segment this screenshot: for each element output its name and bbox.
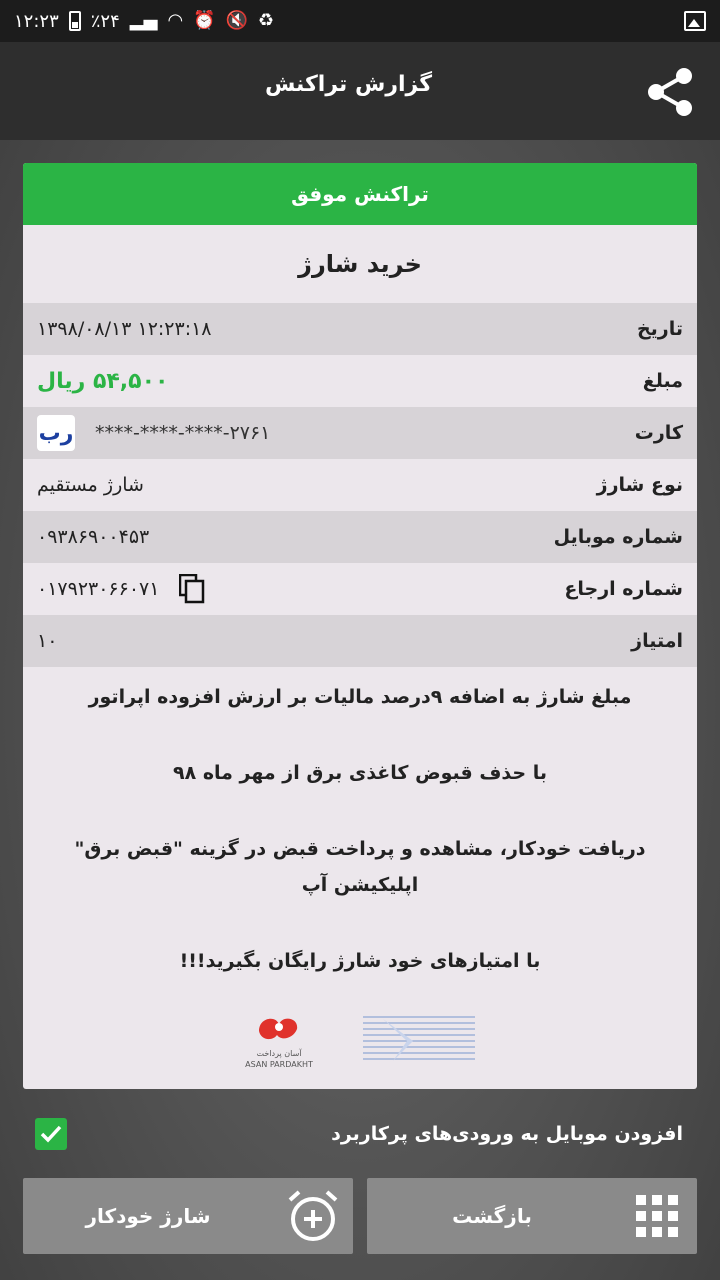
bank-logo: رب [37, 415, 75, 451]
row-card [23, 407, 697, 459]
battery-icon [69, 11, 81, 31]
amount-value: ۵۴,۵۰۰ ریال [37, 368, 169, 394]
page-title: گزارش تراکنش [264, 72, 432, 97]
logo-caption: ASAN PARDAKHT [245, 1060, 313, 1069]
status-bar [0, 0, 720, 42]
gallery-icon [684, 11, 706, 31]
asan-pardakht-icon [249, 1011, 309, 1047]
row-label: شماره ارجاع [564, 578, 683, 600]
alarm-add-icon [285, 1188, 341, 1244]
auto-charge-label: شارژ خودکار [85, 1204, 211, 1228]
transaction-title: خرید شارژ [298, 250, 422, 278]
battery-percent: ٪۲۴ [90, 10, 120, 32]
promo-notes [23, 667, 697, 979]
back-button[interactable] [367, 1178, 697, 1254]
status-banner: تراکنش موفق [23, 163, 697, 225]
row-label: مبلغ [642, 370, 683, 392]
charge-type-value: شارژ مستقیم [37, 474, 144, 496]
app-bar [0, 42, 720, 140]
asan-pardakht-logo [245, 1011, 313, 1069]
mobile-value: ۰۹۳۸۶۹۰۰۴۵۳ [37, 526, 150, 548]
row-label: نوع شارژ [596, 474, 683, 496]
row-label: امتیاز [631, 630, 683, 652]
date-value: ۱۳۹۸/۰۸/۱۳ ۱۲:۲۳:۱۸ [37, 318, 212, 340]
note-text: با حذف قبوض کاغذی برق از مهر ماه ۹۸ [173, 762, 547, 784]
mute-icon: 🔇 [225, 10, 249, 31]
card-number: ****-****-****-۲۷۶۱ [95, 422, 271, 444]
reference-value [37, 574, 205, 604]
favorite-mobile-option[interactable] [23, 1112, 697, 1156]
auto-charge-button[interactable] [23, 1178, 353, 1254]
wifi-icon: ◠ [167, 10, 184, 31]
notification-icon: ♻ [258, 10, 275, 31]
row-charge-type [23, 459, 697, 511]
back-label: بازگشت [452, 1204, 532, 1228]
note-text: دریافت خودکار، مشاهده و پرداخت قبض در گزینه "قبض برق" اپلیکیشن آپ [74, 838, 646, 896]
row-mobile [23, 511, 697, 563]
reference-number: ۰۱۷۹۲۳۰۶۶۰۷۱ [37, 578, 160, 600]
clock: ۱۲:۲۳ [14, 10, 59, 32]
grid-icon [634, 1193, 680, 1239]
partner-logos [23, 1005, 697, 1075]
copy-icon[interactable] [179, 574, 205, 604]
favorite-checkbox[interactable] [35, 1118, 67, 1150]
row-label: کارت [634, 422, 683, 444]
row-amount [23, 355, 697, 407]
note-text: مبلغ شارژ به اضافه ۹درصد مالیات بر ارزش افزوده اپراتور [88, 686, 632, 708]
receipt-card [23, 163, 697, 1089]
row-reference [23, 563, 697, 615]
row-date [23, 303, 697, 355]
signal-icon: ▂▄ [129, 10, 158, 31]
shaparak-logo [363, 1013, 475, 1067]
row-points [23, 615, 697, 667]
logo-text: آسان پرداخت [256, 1049, 302, 1058]
check-icon [39, 1124, 63, 1144]
share-icon[interactable] [640, 62, 700, 122]
row-label: تاریخ [636, 318, 683, 340]
card-value [37, 415, 270, 451]
note-text: با امتیازهای خود شارژ رایگان بگیرید!!! [179, 950, 541, 972]
points-value: ۱۰ [37, 630, 58, 652]
alarm-icon: ⏰ [193, 10, 216, 31]
checkbox-label: افزودن موبایل به ورودی‌های پرکاربرد [331, 1123, 683, 1145]
row-label: شماره موبایل [553, 526, 683, 548]
